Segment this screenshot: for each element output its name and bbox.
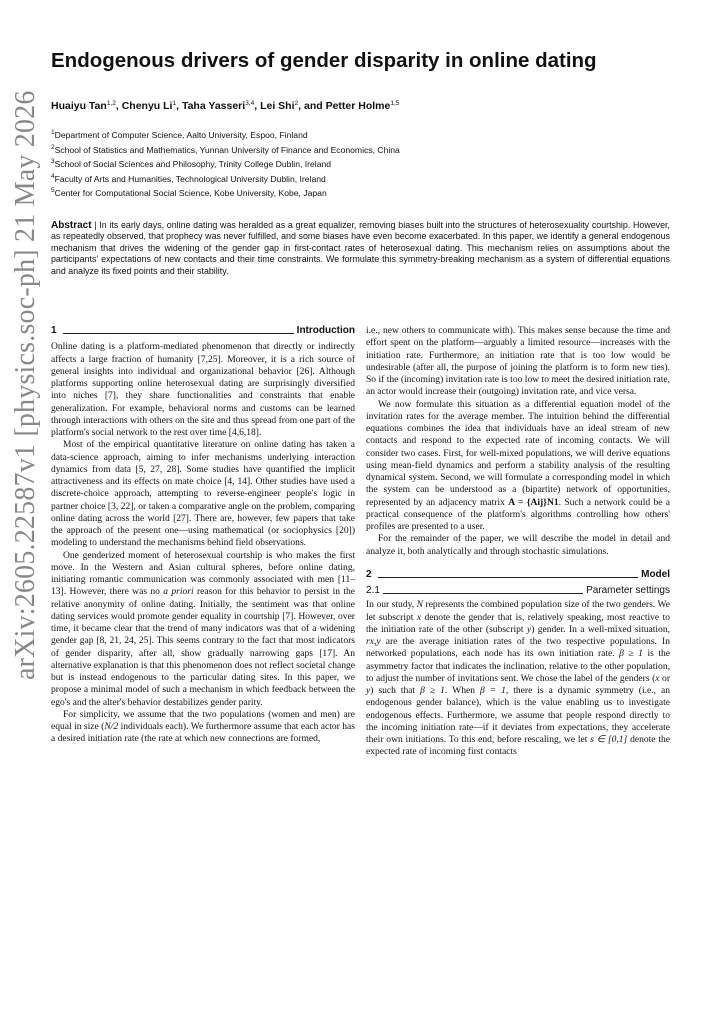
text-run: . When [444, 685, 480, 696]
paragraph: Most of the empirical quantitative literature on online dating has taken a data-science approach, aiming to infer mechanisms underlying interaction dynamics from data [5, 27, 28]. Some studies have quantified the implicit attractiveness and its effects on mate choice [4, 14]. Other studies have used a discrete-choice approach, attempting to reverse-engineer people's logic in partner choice [3, 22], or taken a comparative angle on the problem, comparing online dating across the world [27]. There are, however, few papers that take the approach of the present one—using mathematical (or sociophysics [20]) modeling to understand the mechanisms behind field observations. [51, 439, 355, 549]
subsection-number: 2.1 [366, 585, 380, 596]
section-rule [63, 333, 294, 334]
author-name: Petter Holme [325, 100, 391, 112]
affiliation-item [51, 142, 691, 157]
text-run: We now formulate this situation as a differential equation model of the invitation rates for the average member. The intuition behind the differential equations combines the idea that individuals have an ideal stream of new contacts and respond to the expected rate of incoming contacts. We will consider two cases. First, for well-mixed populations, we will derive equations using mean-field dynamics and perform a stability analysis of the resulting dynamical system. Second, we will formulate a corresponding model in which the system can be understood as a (bipartite) network of opportunities, represented by an adjacency matrix [366, 398, 670, 508]
text-run: are the average initiation rates of the two respective populations. In networked populations, each node has its own initiation rate. [366, 636, 670, 660]
text-run: One genderized moment of heterosexual courtship is who makes the first move. In the Western and Asian cultural spheres, before online dating, initiating romantic communication was commonly associated with men [11–13]. However, there was no [51, 549, 355, 598]
abstract-separator: | [91, 220, 100, 230]
author-affil-sup: 3,4 [245, 100, 255, 107]
affiliation-text: School of Statistics and Mathematics, Yunnan University of Finance and Economics, China [54, 144, 400, 155]
affiliation-text: Department of Computer Science, Aalto University, Espoo, Finland [54, 130, 308, 140]
text-run: reason for this behavior to persist in the relative anonymity of online dating. Initially, the sentiment was that online dating services would promote gender equality in courtship [7]. However, over time, it became clear that the trend of many indicators was that of a widening gender gap [8, 21, 24, 25]. This seems contrary to the fact that most indicators of gender disparity, after all, show gradually narrowing gaps [17]. An alternative explanation is that this phenomenon does not reflect societal change but is instead endogenous to the particular dating sites. In this paper, we propose a minimal model of such a mechanism in which feedback between the ego's and the alter's behavior destabilizes gender parity. [51, 586, 355, 708]
paragraph: i.e., new others to communicate with). This makes sense because the time and effort spent on the platform—arguably a limited resource—increases with the initiation rate. Furthermore, an initiation rate that is too low would be undesirable (after all, the purpose of joining the platform is to form new ties). So if the (incoming) invitation rate is too low to meet the desired initiation rate, an actor would increase their (outgoing) invitation rate, and vice versa. [366, 325, 670, 398]
abstract [51, 220, 670, 277]
text-run: individuals each). We furthermore assume that each actor has a desired initiation rate (the rate at which new connections are formed, [51, 721, 355, 745]
text-run: . Such a network could be a practical consequence of the platform's algorithms controlling how others' profiles are presented to a user. [366, 496, 671, 532]
math: β = 1 [479, 685, 506, 696]
author-affil-sup: 1,2 [106, 100, 116, 107]
affiliation-sup: 2 [51, 143, 55, 151]
left-column [51, 325, 355, 746]
abstract-label: Abstract [51, 220, 92, 231]
paragraph [51, 550, 355, 709]
affiliation-sup: 4 [51, 172, 55, 180]
affiliation-text: Faculty of Arts and Humanities, Technological University Dublin, Ireland [54, 173, 326, 184]
text-run: denote the gender that is, relatively speaking, most reactive to the initiation rate of the other (subscript [366, 611, 671, 635]
math: A = {Aij}N1 [508, 496, 559, 508]
text-run: ) such that [370, 685, 421, 696]
author-separator: , [176, 100, 182, 112]
paragraph [366, 599, 670, 758]
affiliation-item [51, 127, 691, 142]
math: x [655, 672, 660, 684]
subsection-title: Parameter settings [586, 585, 670, 596]
author-separator: , [115, 100, 122, 112]
section-rule [378, 577, 639, 578]
text-run: For simplicity, we assume that the two populations (women and men) are equal in size ( [51, 708, 355, 732]
affiliation-item [51, 185, 691, 200]
subsection-heading-parameter-settings [366, 585, 670, 597]
math: β ≥ 1 [420, 685, 445, 696]
subsection-rule [383, 593, 583, 594]
math: N [416, 599, 424, 611]
paragraph [51, 709, 355, 746]
paragraph: For the remainder of the paper, we will describe the model in detail and analyze it, both analytically and through stochastic simulations. [366, 533, 670, 557]
author-name: Taha Yasseri [181, 100, 246, 112]
text-run: is the asymmetry factor that indicates the inclination, relative to the other population, to adjust the number of invitations sent. We chose the label of the genders ( [366, 648, 670, 684]
math: y [366, 685, 371, 696]
author-affil-sup: 1,5 [390, 100, 400, 107]
affiliation-sup: 5 [51, 187, 55, 195]
author-affil-sup: 2 [294, 100, 299, 107]
paper-title: Endogenous drivers of gender disparity in online dating [51, 49, 597, 72]
text-run: represents the combined population size of the two genders. We let subscript [366, 599, 670, 623]
math: x [416, 611, 422, 623]
author-list [51, 100, 691, 112]
affiliation-sup: 1 [51, 129, 55, 136]
affiliation-item [51, 156, 691, 171]
section-title: Introduction [296, 325, 355, 336]
author-separator: , and [298, 100, 326, 112]
author-affil-sup: 1 [172, 100, 177, 107]
right-column [366, 325, 670, 759]
text-run: or [659, 672, 670, 684]
math: y [526, 623, 532, 635]
affiliation-text: School of Social Sciences and Philosophy, Trinity College Dublin, Ireland [54, 159, 332, 170]
math: s ∈ [0,1] [590, 734, 628, 745]
abstract-text: In its early days, online dating was heralded as a great equalizer, removing biases built into the structures of heterosexuality courtship. However, as repeatedly observed, that prophecy was never fulfilled, and some biases have even become exacerbated. In this paper, we identify a general endogenous mechanism that drives the widening of the gender gap in first-contact rates of heterosexual dating. This mechanism relies on assumptions about the participants' expectations of new contacts and their time constraints. We formulate this symmetry-breaking mechanism as a system of differential equations and analyze its fixed points and their stability. [51, 220, 670, 276]
author-name: Huaiyu Tan [51, 100, 107, 112]
math: rx,y [366, 636, 381, 647]
affiliation-text: Center for Computational Social Science, Kobe University, Kobe, Japan [54, 188, 327, 199]
author-name: Chenyu Li [121, 100, 173, 112]
math: β ≥ 1 [619, 648, 643, 660]
section-heading-model [366, 569, 670, 581]
emphasis: a priori [163, 586, 194, 598]
affiliation-item [51, 171, 691, 186]
arxiv-identifier: arXiv:2605.22587v1 [physics.soc-ph] 21 May 2026 [10, 90, 41, 680]
text-run: denote the expected rate of incoming first contacts [366, 734, 670, 758]
author-name: Lei Shi [260, 100, 295, 112]
section-number: 1 [51, 325, 57, 336]
section-number: 2 [366, 568, 372, 580]
affiliation-sup: 3 [51, 158, 55, 166]
text-run: ) gender. In a well-mixed situation, [531, 623, 670, 635]
math: N/2 [104, 721, 119, 732]
author-separator: , [254, 100, 261, 112]
text-run: In our study, [366, 599, 417, 611]
section-title: Model [641, 568, 670, 580]
section-heading-introduction [51, 325, 355, 337]
text-run: , there is a dynamic symmetry (i.e., an endogenous gender balance), which is the value enabling us to investigate endogenous effects. Furthermore, we assume that people respond directly to the incoming initiation rate—if it deviates from expectations, they accelerate their own initiations. To this end, before rescaling, we let [366, 685, 670, 745]
paragraph [366, 399, 670, 534]
paragraph: Online dating is a platform-mediated phenomenon that directly or indirectly affects a large fraction of humanity [7,25]. Moreover, it is a rich source of general insights into individual and organizational behavior [26]. Although platforms supporting online heterosexual dating are surprisingly diversified into niches [7], they share functionalities and constraints that enable generalization. For example, behavioral norms and customs can be learned through interactions with others on the site and thus spread from one part of the platform's social network to the rest over time [4,6,18]. [51, 341, 355, 438]
affiliation-list [51, 127, 691, 200]
